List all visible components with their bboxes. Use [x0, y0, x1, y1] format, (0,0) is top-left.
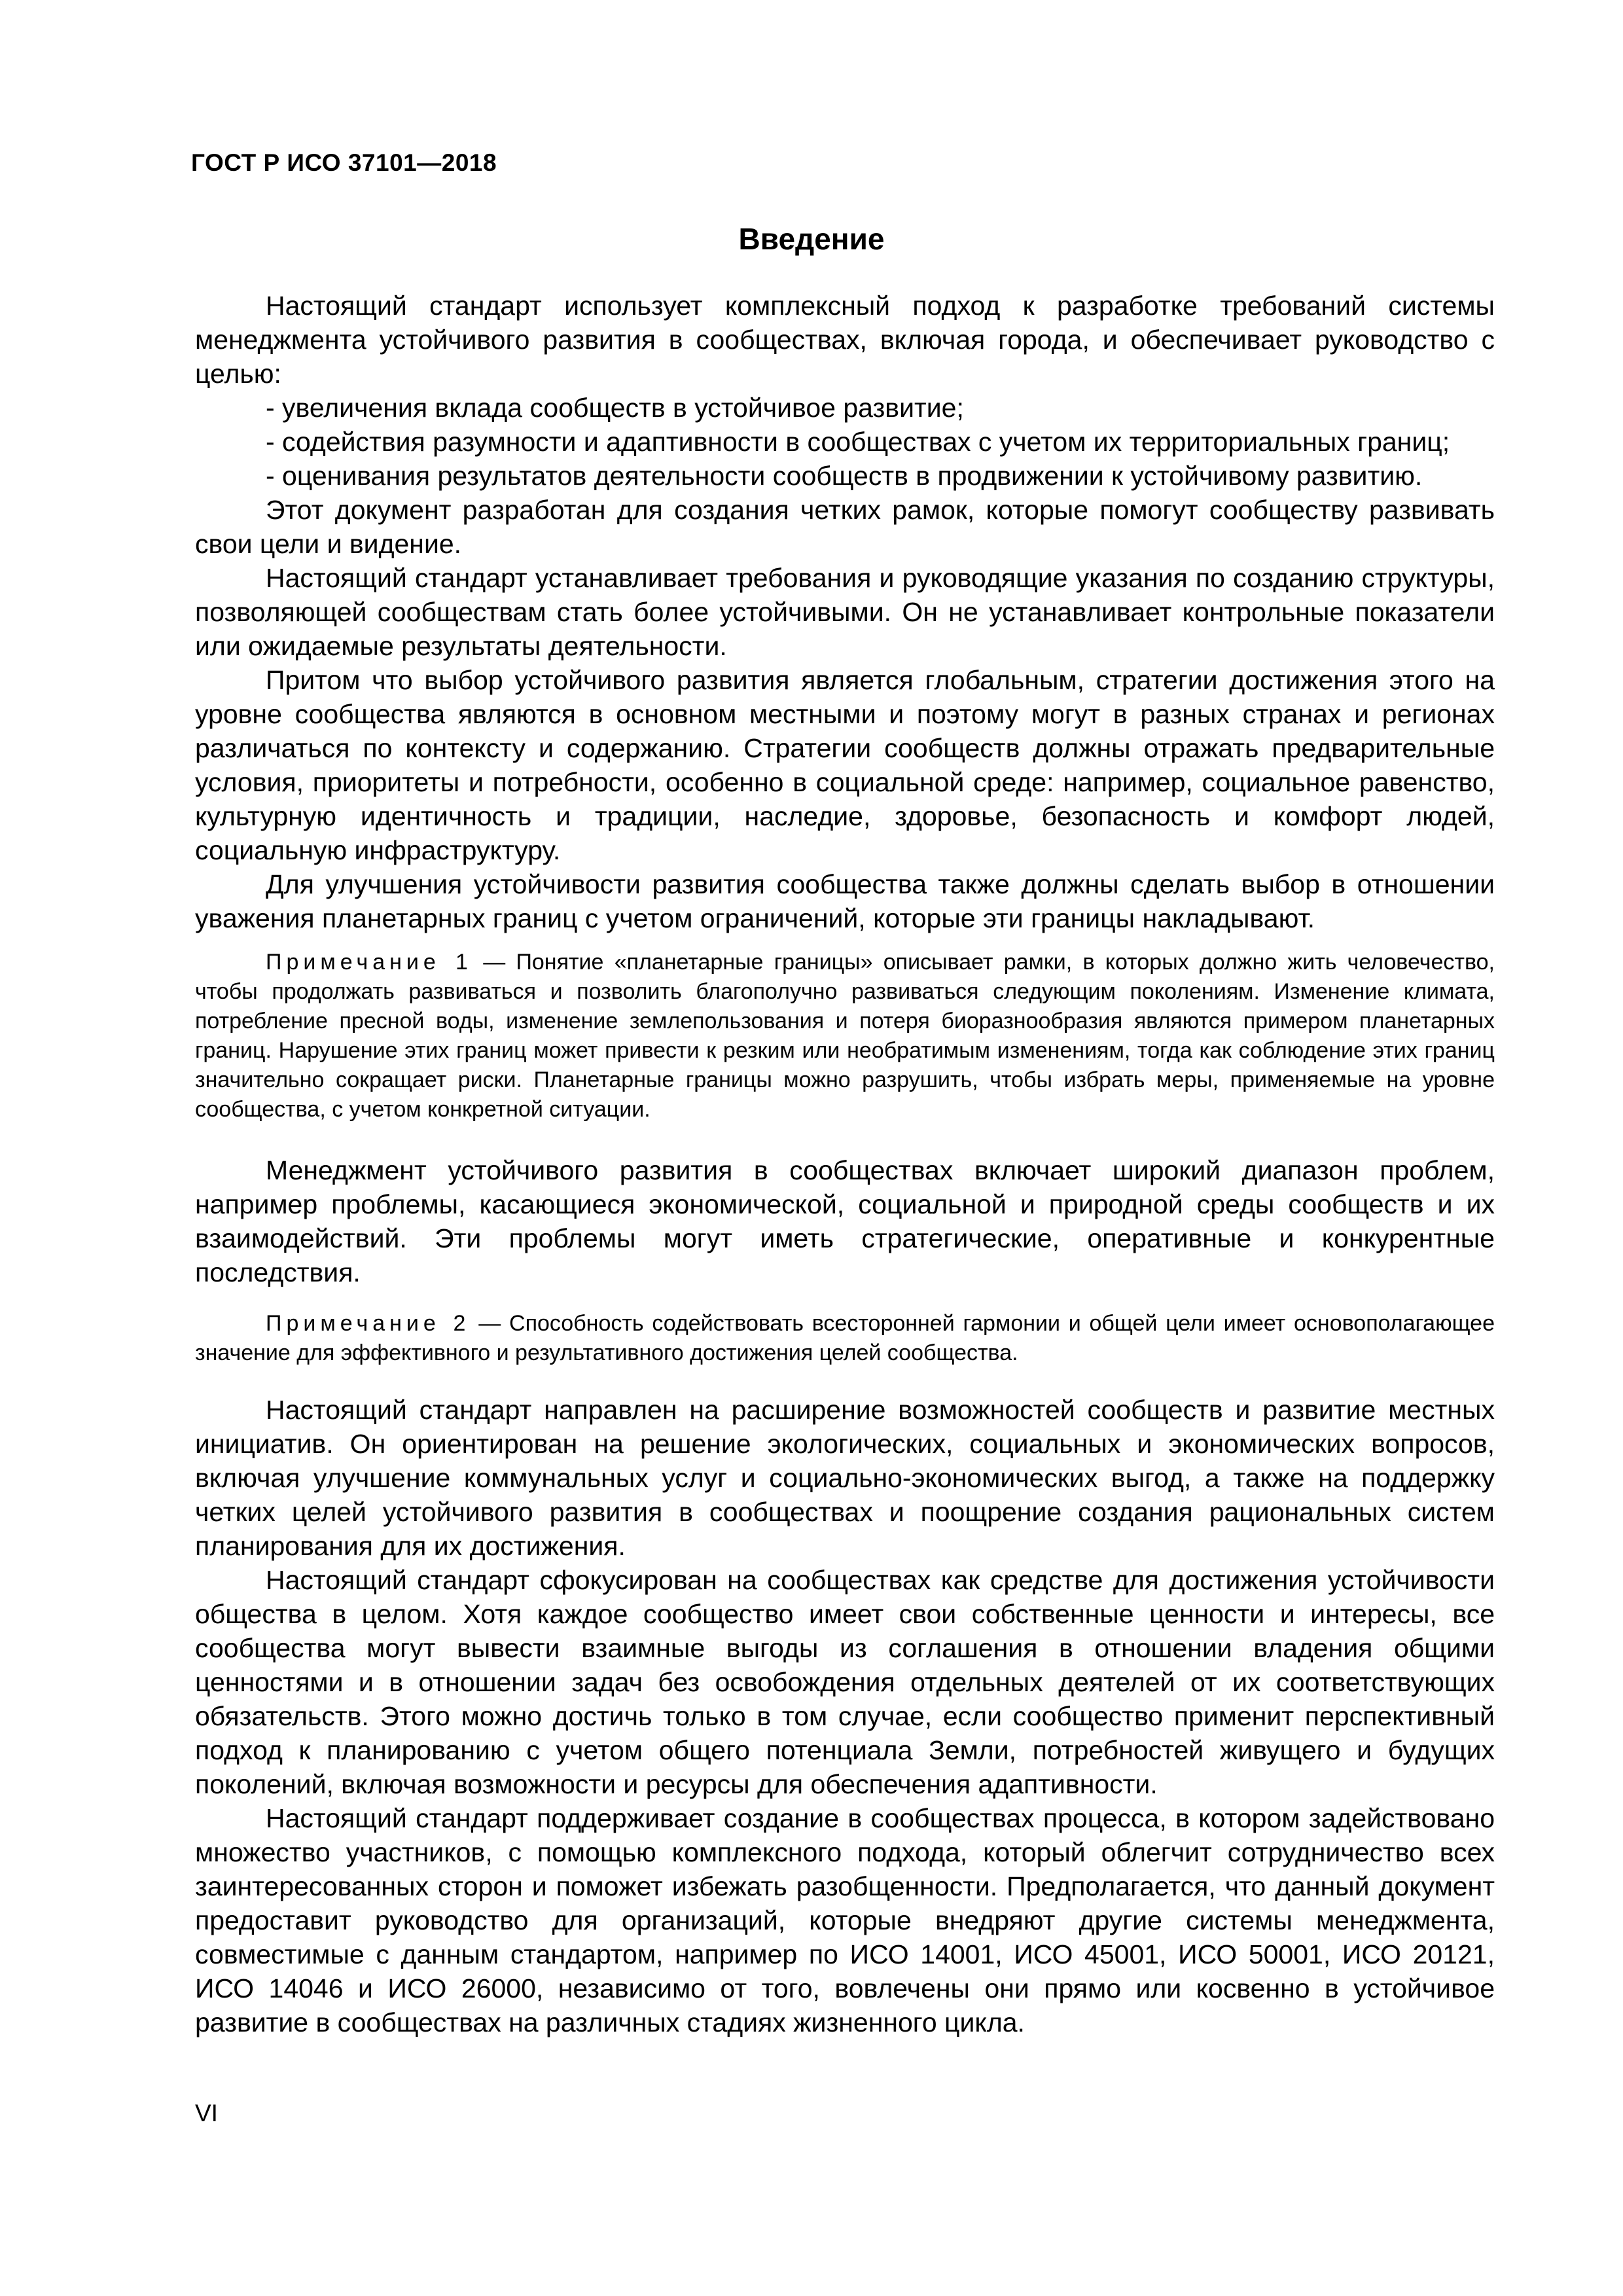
paragraph: Настоящий стандарт использует комплексный подход к разработке требований системы менеджмента устойчивого развития в сообществах, включая города, и обеспечивает руководство с целью:: [195, 291, 1495, 389]
page-number: VI: [195, 2100, 218, 2126]
paragraph: Притом что выбор устойчивого развития является глобальным, стратегии достижения этого на уровне сообщества являются в основном местными и поэтому могут в разных странах и регионах различаться по контексту и содержанию. Стратегии сообществ должны отражать предварительные условия, приоритеты и потребности, особенно в социальной среде: например, социальное равенство, культурную идентичность и традиции, наследие, здоровье, безопасность и комфорт людей, социальную инфраструктуру.: [195, 665, 1495, 865]
note-label: Примечание 2: [266, 1311, 471, 1336]
paragraph: Настоящий стандарт сфокусирован на сообществах как средстве для достижения устойчивости общества в целом. Хотя каждое сообщество имеет свои собственные ценности и интересы, все сообщества могут вывести взаимные выгоды из соглашения в отношении владения общими ценностями и в отношении задач без освобождения отдельных деятелей от их соответствующих обязательств. Этого можно достичь только в том случае, если сообщество применит перспективный подход к планированию с учетом общего потенциала Земли, потребностей живущего и будущих поколений, включая возможности и ресурсы для обеспечения адаптивности.: [195, 1565, 1495, 1799]
section-title: Введение: [738, 222, 885, 256]
document-code-header: ГОСТ Р ИСО 37101—2018: [191, 149, 497, 176]
note-1: [195, 948, 1495, 1124]
standard-goals-section: [195, 1393, 1495, 2039]
note-label: Примечание 1: [266, 950, 473, 975]
note-text: — Понятие «планетарные границы» описывает рамки, в которых должно жить человечество, чтобы продолжать развиваться и позволить благополучно развиваться следующим поколениям. Изменение климата, потребление пресной воды, изменение землепользования и потеря биоразнообразия являются примером планетарных границ. Нарушение этих границ может привести к резким или необратимым изменениям, тогда как соблюдение этих границ значительно сокращает риски. Планетарные границы можно разрушить, чтобы избрать меры, применяемые на уровне сообщества, с учетом конкретной ситуации.: [195, 950, 1495, 1122]
note-text: — Способность содействовать всесторонней гармонии и общей цели имеет основополагающее значение для эффективного и результативного достижения целей сообщества.: [195, 1311, 1495, 1365]
paragraph: Для улучшения устойчивости развития сообщества также должны сделать выбор в отношении уважения планетарных границ с учетом ограничений, которые эти границы накладывают.: [195, 869, 1495, 933]
note-2: [195, 1309, 1495, 1368]
paragraph: Настоящий стандарт направлен на расширение возможностей сообществ и развитие местных инициатив. Он ориентирован на решение экологических, социальных и экономических вопросов, включая улучшение коммунальных услуг и социально-экономических выгод, а также на поддержку четких целей устойчивого развития в сообществах и поощрение создания рациональных систем планирования для их достижения.: [195, 1395, 1495, 1561]
list-item: - увеличения вклада сообществ в устойчивое развитие;: [266, 393, 964, 423]
paragraph: Менеджмент устойчивого развития в сообществах включает широкий диапазон проблем, например проблемы, касающиеся экономической, социальной и природной среды сообществ и их взаимодействий. Эти проблемы могут иметь стратегические, оперативные и конкурентные последствия.: [195, 1155, 1495, 1287]
paragraph: Настоящий стандарт поддерживает создание в сообществах процесса, в котором задействовано множество участников, с помощью комплексного подхода, который облегчит сотрудничество всех заинтересованных сторон и поможет избежать разобщенности. Предполагается, что данный документ предоставит руководство для организаций, которые внедряют другие системы менеджмента, совместимые с данным стандартом, например по ИСО 14001, ИСО 45001, ИСО 50001, ИСО 20121, ИСО 14046 и ИСО 26000, независимо от того, вовлечены они прямо или косвенно в устойчивое развитие в сообществах на различных стадиях жизненного цикла.: [195, 1803, 1495, 2037]
management-section: [195, 1153, 1495, 1289]
paragraph: Настоящий стандарт устанавливает требования и руководящие указания по созданию структуры, позволяющей сообществам стать более устойчивыми. Он не устанавливает контрольные показатели или ожидаемые результаты деятельности.: [195, 563, 1495, 661]
paragraph: Этот документ разработан для создания четких рамок, которые помогут сообществу развивать свои цели и видение.: [195, 495, 1495, 559]
list-item: - содействия разумности и адаптивности в сообществах с учетом их территориальных границ;: [266, 427, 1450, 457]
list-item: - оценивания результатов деятельности сообществ в продвижении к устойчивому развитию.: [266, 461, 1423, 491]
intro-section: [195, 289, 1495, 935]
